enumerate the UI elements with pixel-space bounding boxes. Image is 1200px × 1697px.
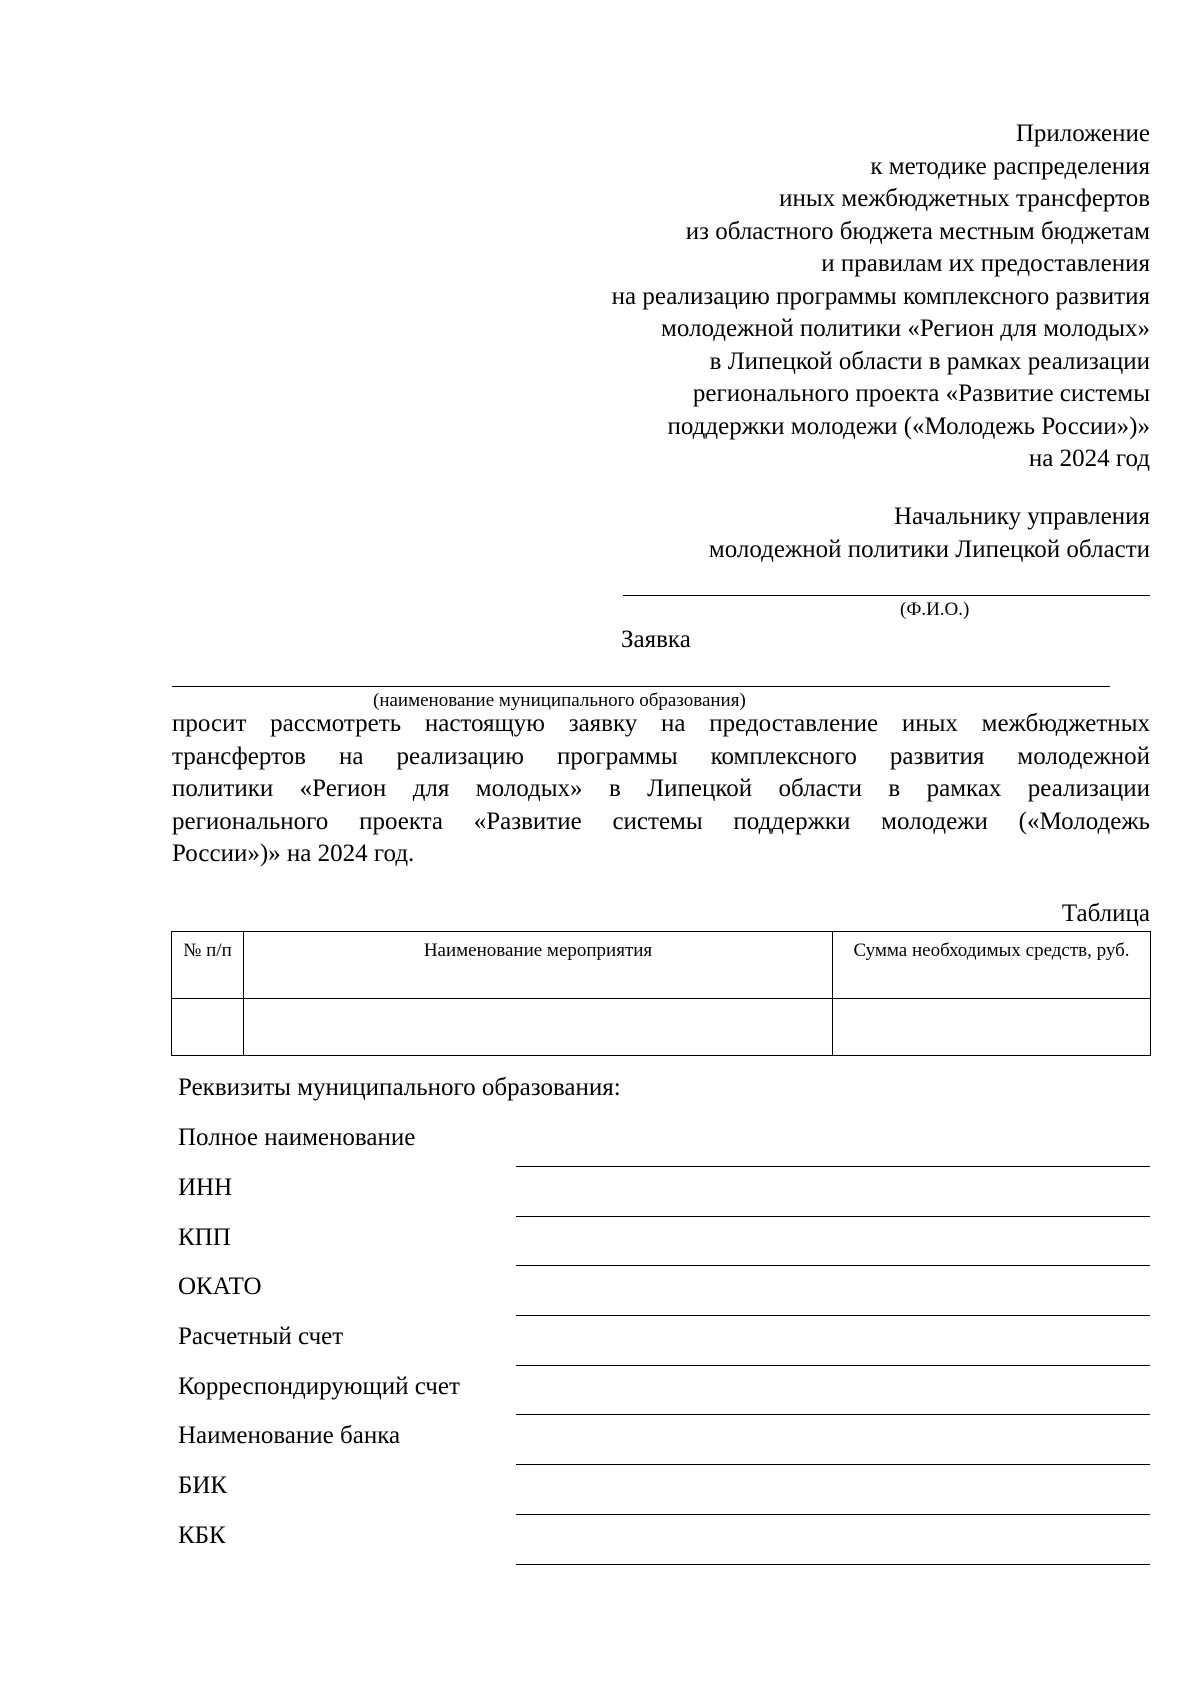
appendix-line: молодежной политики «Регион для молодых» [661, 315, 1150, 342]
requisite-line-inn[interactable] [516, 1216, 1150, 1217]
appendix-header [390, 118, 1150, 476]
appendix-line: на 2024 год [1028, 445, 1150, 472]
paragraph-line: России»)» на 2024 год. [172, 840, 415, 867]
requisite-line-kbk[interactable] [516, 1564, 1150, 1565]
table-cell[interactable] [244, 999, 833, 1056]
fio-underline [623, 595, 1150, 596]
requisite-line-bank-name[interactable] [516, 1464, 1150, 1465]
appendix-line: поддержки молодежи («Молодежь России»)» [667, 412, 1150, 440]
request-paragraph [172, 708, 1150, 871]
appendix-line: и правилам их предоставления [821, 250, 1150, 277]
requisite-label-bik: БИК [178, 1472, 228, 1499]
table-cell[interactable] [833, 999, 1151, 1056]
fio-caption: (Ф.И.О.) [900, 599, 970, 620]
municipality-underline [172, 686, 1110, 687]
requisite-line-full-name[interactable] [516, 1166, 1150, 1167]
header-cell-number: № п/п [172, 932, 244, 999]
appendix-line: в Липецкой области в рамках реализации [709, 347, 1150, 375]
header-cell-amount: Сумма необходимых средств, руб. [833, 932, 1151, 999]
appendix-line: иных межбюджетных трансфертов [779, 185, 1150, 212]
events-table [171, 931, 1151, 1056]
paragraph-line: трансфертов на реализацию программы комплексного развития молодежной [172, 742, 1150, 770]
addressee-line: Начальнику управления [894, 503, 1150, 530]
requisite-label-corr-account: Корреспондирующий счет [178, 1373, 460, 1400]
paragraph-line: просит рассмотреть настоящую заявку на предоставление иных межбюджетных [172, 710, 1150, 737]
requisite-line-okato[interactable] [516, 1315, 1150, 1316]
appendix-line: регионального проекта «Развитие системы [692, 380, 1150, 407]
header-cell-event: Наименование мероприятия [244, 932, 833, 999]
requisite-label-kpp: КПП [178, 1224, 231, 1251]
requisites-title: Реквизиты муниципального образования: [178, 1074, 621, 1101]
requisite-label-inn: ИНН [178, 1174, 233, 1201]
paragraph-line: политики «Регион для молодых» в Липецкой области в рамках реализации [172, 775, 1150, 802]
requisite-label-kbk: КБК [178, 1522, 226, 1549]
requisite-line-account[interactable] [516, 1365, 1150, 1366]
addressee-block [390, 500, 1150, 566]
table-header-row [172, 932, 1151, 999]
table-row [172, 999, 1151, 1056]
requisite-line-bik[interactable] [516, 1514, 1150, 1515]
municipality-caption: (наименование муниципального образования) [373, 690, 746, 711]
paragraph-line: регионального проекта «Развитие системы поддержки молодежи («Молодежь [172, 807, 1150, 835]
appendix-line: к методике распределения [870, 152, 1150, 180]
requisite-label-account: Расчетный счет [178, 1323, 344, 1350]
appendix-line: Приложение [1015, 120, 1150, 147]
table-cell[interactable] [172, 999, 244, 1056]
requisite-label-bank-name: Наименование банка [178, 1422, 401, 1449]
appendix-line: на реализацию программы комплексного развития [611, 282, 1150, 310]
requisite-line-corr-account[interactable] [516, 1414, 1150, 1415]
requisite-line-kpp[interactable] [516, 1265, 1150, 1266]
requisite-label-full-name: Полное наименование [178, 1124, 416, 1151]
requisite-label-okato: ОКАТО [178, 1273, 262, 1300]
document-title: Заявка [621, 626, 691, 653]
table-label: Таблица [1061, 900, 1150, 927]
addressee-line: молодежной политики Липецкой области [708, 536, 1150, 563]
appendix-line: из областного бюджета местным бюджетам [685, 217, 1150, 245]
